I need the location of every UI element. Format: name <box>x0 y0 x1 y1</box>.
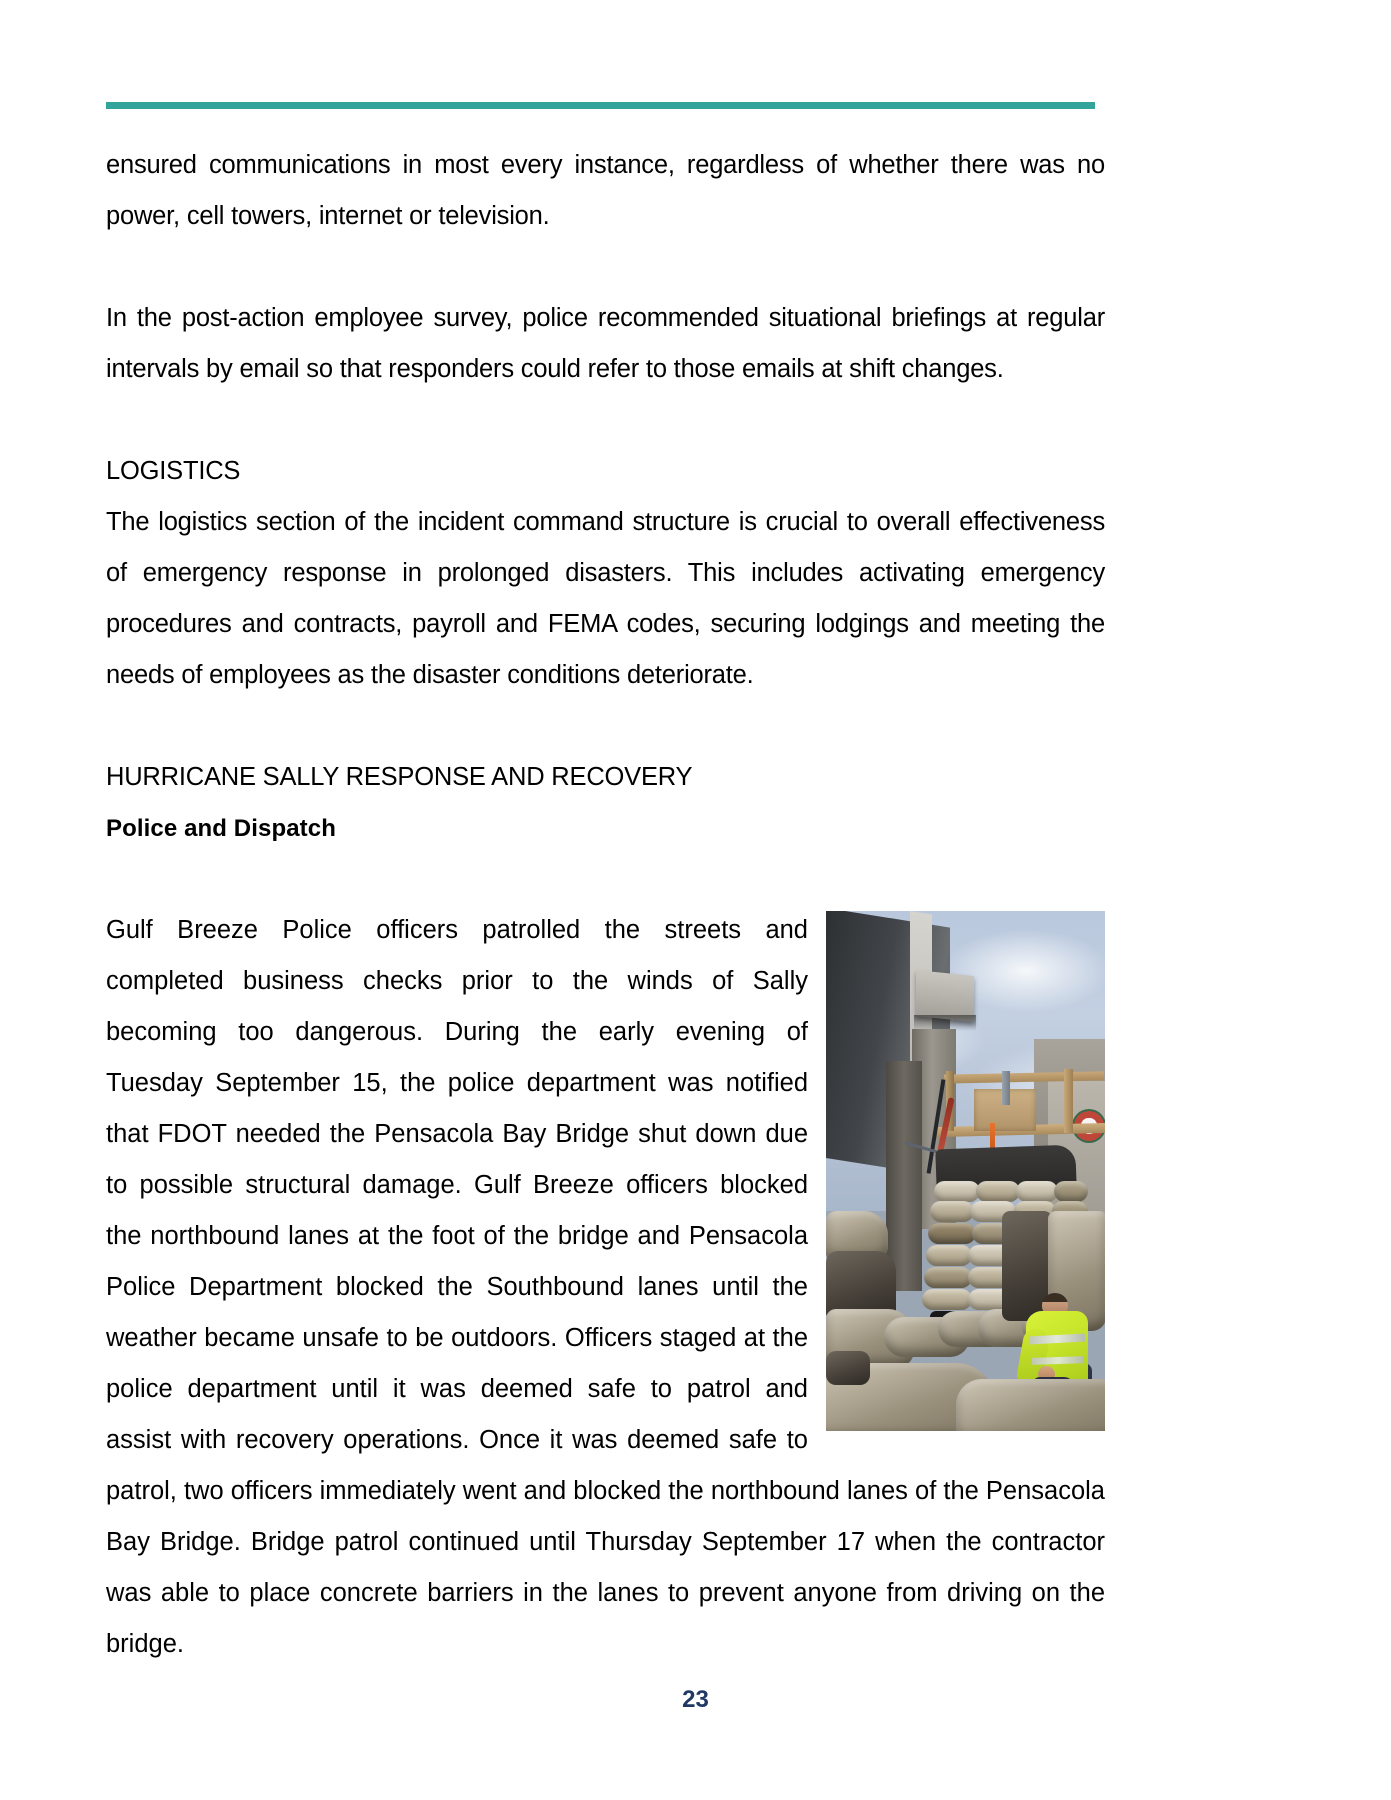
photo-foreground-slab <box>956 1379 1105 1431</box>
paragraph-spacer <box>106 701 1105 752</box>
text-with-figure-block <box>106 905 1105 1670</box>
subheading-police-and-dispatch: Police and Dispatch <box>106 815 336 842</box>
heading-logistics: LOGISTICS <box>106 457 241 485</box>
photo-grey-post <box>1002 1071 1010 1105</box>
paragraph-spacer <box>106 854 1105 905</box>
paragraph-employee-survey: In the post-action employee survey, police recommended situational briefings at regular intervals by email so that responders could refer to those emails at shift changes. <box>106 304 1105 383</box>
photo-sandbag-row <box>934 1181 1084 1203</box>
paragraph-spacer <box>106 395 1105 446</box>
paragraph-communications: ensured communications in most every instance, regardless of whether there was no power, cell towers, internet or television. <box>106 151 1105 230</box>
photo-rock <box>826 1351 870 1385</box>
header-accent-rule <box>106 102 1095 109</box>
paragraph-police-response: Gulf Breeze Police officers patrolled the streets and completed business checks prior to the winds of Sally becoming too dangerous. During the early evening of Tuesday September 15, the police department was notified that FDOT needed the Pensacola Bay Bridge shut down due to possible structural damage. Gulf Breeze officers blocked the northbound lanes at the foot of the bridge and Pensacola Police Department blocked the Southbound lanes until the weather became unsafe to be outdoors. Officers staged at the police department until it was deemed safe to patrol and assist with recovery operations. Once it was deemed safe to patrol, two officers immediately went and blocked the northbound lanes of the Pensacola Bay Bridge. Bridge patrol continued until Thursday September 17 when the contractor was able to place concrete barriers in the lanes to prevent anyone from driving on the bridge. <box>106 916 1105 1658</box>
photo-timber-post-right <box>1064 1069 1073 1133</box>
page-content <box>106 140 1105 1670</box>
figure-bridge-damage-photo <box>826 911 1105 1431</box>
paragraph-logistics: The logistics section of the incident command structure is crucial to overall effectiveness of emergency response in prolonged disasters. This includes activating emergency procedures and contracts, payroll and FEMA codes, securing lodgings and meeting the needs of employees as the disaster conditions deteriorate. <box>106 508 1105 689</box>
photo-pier-column-secondary <box>886 1061 922 1291</box>
paragraph-spacer <box>106 242 1105 293</box>
heading-hurricane-sally: HURRICANE SALLY RESPONSE AND RECOVERY <box>106 763 693 791</box>
page-number: 23 <box>682 1686 709 1713</box>
